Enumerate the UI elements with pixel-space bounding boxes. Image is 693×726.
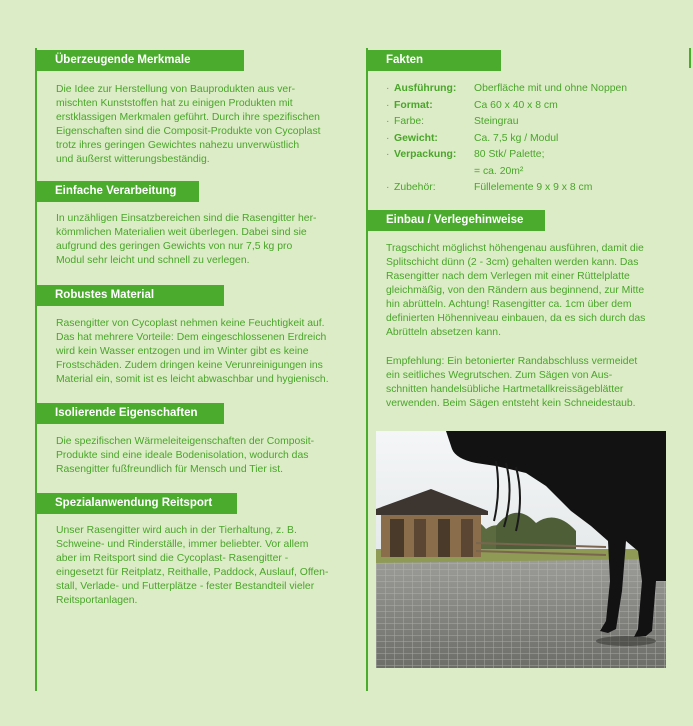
facts-list bbox=[386, 81, 676, 197]
fact-key: Zubehör: bbox=[394, 182, 436, 193]
heading-robustes-material: Robustes Material bbox=[36, 285, 224, 306]
heading-verarbeitung: Einfache Verarbeitung bbox=[36, 181, 199, 202]
text-reitsport: Unser Rasengitter wird auch in der Tierhaltung, z. B. Schweine- und Rinderställe, immer beliebter. Vor allem aber im Reitsport sind die Cycoplast- Rasengitter - eingesetzt für Reitplatz, Reithalle, Paddock, Auslauf, Offen- stall, Verlade- und Futterplätze - fester Bestandteil vieler Reitsportanlagen. bbox=[56, 525, 329, 606]
left-vertical-rule bbox=[35, 48, 37, 691]
fact-key: Format: bbox=[394, 99, 433, 111]
fact-value: = ca. 20m² bbox=[474, 165, 524, 177]
text-verarbeitung: In unzähligen Einsatzbereichen sind die Rasengitter her- kömmlichen Materialien weit überlegen. Dabei sind sie aufgrund des geringen Gewichts von nur 7,5 kg pro Modul sehr leicht und schnell zu verlegen. bbox=[56, 213, 317, 266]
fact-row bbox=[386, 180, 676, 197]
text-merkmale: Die Idee zur Herstellung von Bauprodukten aus ver- mischten Kunststoffen hat zu einigen Produkten mit erstklassigen Merkmalen geführt. Durch ihre spezifischen Eigenschaften sind die Composit-Produkte von Cycoplast trotz ihres geringen Gewichtes nahezu unverwüstlich und äußerst witterungsbeständig. bbox=[56, 84, 321, 165]
fact-bullet: · bbox=[386, 132, 390, 144]
text-isolierende: Die spezifischen Wärmeleiteigenschaften der Composit- Produkte sind eine ideale Bodenisolation, wodurch das Rasengitter fußfreundlich für Mensch und Tier ist. bbox=[56, 436, 315, 475]
fact-value: Steingrau bbox=[474, 116, 519, 127]
fact-bullet: · bbox=[386, 83, 390, 94]
fact-key: Ausführung: bbox=[394, 83, 457, 94]
fact-bullet: · bbox=[386, 99, 390, 111]
fact-bullet: · bbox=[386, 116, 390, 127]
fact-row bbox=[386, 98, 676, 115]
heading-merkmale: Überzeugende Merkmale bbox=[36, 50, 244, 71]
horse-photo-illustration bbox=[376, 431, 666, 668]
heading-einbau: Einbau / Verlegehinweise bbox=[367, 210, 545, 231]
fact-value: Füllelemente 9 x 9 x 8 cm bbox=[474, 182, 593, 193]
fact-value: Oberfläche mit und ohne Noppen bbox=[474, 83, 628, 94]
text-empfehlung: Empfehlung: Ein betonierter Randabschluss vermeidet ein seitliches Wegrutschen. Zum Sägen von Aus- schnitten handelsübliche Hartmetallkreissägeblätter verwenden. Beim Sägen entsteht kein Schneidestaub. bbox=[386, 356, 638, 409]
fact-key: Verpackung: bbox=[394, 149, 457, 160]
fact-row bbox=[386, 81, 676, 98]
text-robustes-material: Rasengitter von Cycoplast nehmen keine Feuchtigkeit auf. Das hat mehrere Vorteile: Dem eingeschlossenen Erdreich wird kein Wasser entzogen und im Winter gibt es keine Frostschäden. Zudem dringen keine Verunreinigungen ins Material ein, somit ist es leicht abwaschbar und hygienisch. bbox=[56, 318, 329, 385]
fact-key: Gewicht: bbox=[394, 132, 438, 144]
fact-row bbox=[386, 164, 676, 181]
fact-bullet: · bbox=[386, 182, 390, 193]
heading-reitsport: Spezialanwendung Reitsport bbox=[36, 493, 237, 514]
heading-isolierende: Isolierende Eigenschaften bbox=[36, 403, 224, 424]
right-edge-rule bbox=[689, 48, 691, 68]
fact-row bbox=[386, 131, 676, 148]
horse-photo bbox=[376, 431, 666, 668]
fact-key: Farbe: bbox=[394, 116, 425, 127]
fact-row bbox=[386, 114, 676, 131]
fact-value: Ca 60 x 40 x 8 cm bbox=[474, 99, 558, 111]
fact-value: Ca. 7,5 kg / Modul bbox=[474, 132, 559, 144]
fact-bullet: · bbox=[386, 149, 390, 160]
fact-row bbox=[386, 147, 676, 164]
heading-fakten: Fakten bbox=[367, 50, 501, 71]
middle-vertical-rule bbox=[366, 48, 368, 691]
fact-value: 80 Stk/ Palette; bbox=[474, 149, 545, 160]
text-einbau: Tragschicht möglichst höhengenau ausführen, damit die Splitschicht dünn (2 - 3cm) gehalten werden kann. Das Rasengitter nach dem Verlegen mit einer Rüttelplatte gleichmäßig, von den Rändern aus beginnend, zur Mitte hin abrütteln. Achtung! Rasengitter ca. 1cm über dem definierten Höhenniveau einbauen, da es sich durch das Abrütteln absetzen kann. bbox=[386, 243, 646, 338]
